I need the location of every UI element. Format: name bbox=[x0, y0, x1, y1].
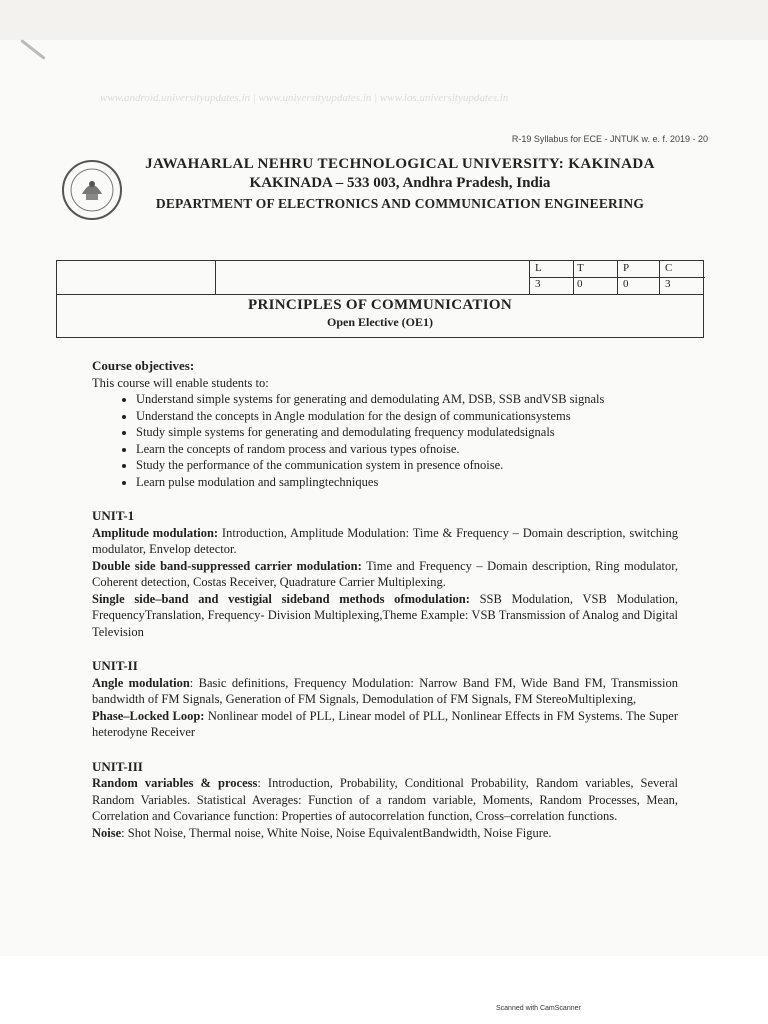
university-name: JAWAHARLAL NEHRU TECHNOLOGICAL UNIVERSITY: KAKINADA bbox=[145, 156, 655, 172]
unit-1-para: Amplitude modulation: Introduction, Amplitude Modulation: Time & Frequency – Domain description, switching modulator, Envelop detector. bbox=[92, 525, 678, 556]
unit-2-title: UNIT-II bbox=[92, 658, 138, 673]
course-subtitle: Open Elective (OE1) bbox=[327, 315, 433, 329]
watermark-text: www.android.universityupdates.in | www.universityupdates.in | www.ios.universityupdates.in bbox=[100, 92, 509, 104]
unit-3-para: Random variables & process: Introduction, Probability, Conditional Probability, Random variables, Several Random Variables. Statistical Averages: Function of a random variable, Moments, Random Processes, Mean, Correlation and Covariance function: Properties of autocorrelation function, Cross–correlation functions. bbox=[92, 776, 679, 823]
course-title: PRINCIPLES OF COMMUNICATION bbox=[248, 297, 512, 313]
bottom-strip bbox=[0, 956, 768, 1024]
ltpc-label-t: T bbox=[577, 262, 584, 274]
ltpc-label-l: L bbox=[535, 262, 542, 274]
unit-1-para: Single side–band and vestigial sideband methods ofmodulation: SSB Modulation, VSB Modulation, FrequencyTranslation, Frequency- Division Multiplexing,Theme Example: VSB Transmission of Analog and Digital Television bbox=[92, 591, 678, 639]
objective-item: • Study simple systems for generating and demodulating frequency modulatedsignals bbox=[136, 424, 678, 441]
course-table bbox=[56, 260, 704, 338]
objectives-title: Course objectives: bbox=[92, 358, 195, 373]
syllabus-content bbox=[92, 358, 678, 841]
objective-item: • Understand the concepts in Angle modulation for the design of communicationsystems bbox=[136, 408, 678, 425]
ltpc-value-p: 0 bbox=[623, 278, 629, 290]
objective-item: • Learn the concepts of random process and various types ofnoise. bbox=[136, 441, 678, 458]
scanner-footer: Scanned with CamScanner bbox=[496, 1005, 581, 1012]
unit-3-title: UNIT-III bbox=[92, 758, 143, 774]
unit-1-para: Double side band-suppressed carrier modulation: Time and Frequency – Domain description, Ring modulator, Coherent detection, Costas Receiver, Quadrature Carrier Multiplexing. bbox=[92, 558, 678, 589]
ltpc-value-l: 3 bbox=[535, 278, 541, 290]
objectives-list bbox=[92, 391, 678, 490]
ltpc-value-c: 3 bbox=[665, 278, 671, 290]
ltpc-value-t: 0 bbox=[577, 278, 583, 290]
unit-2-para: Angle modulation: Basic definitions, Frequency Modulation: Narrow Band FM, Wide Band FM, Transmission bandwidth of FM Signals, Generation of FM Signals, Demodulation of FM Signals, FM StereoMultiplexing, bbox=[92, 675, 678, 706]
unit-3-para: Noise: Shot Noise, Thermal noise, White Noise, Noise EquivalentBandwidth, Noise Figure. bbox=[92, 825, 552, 840]
objective-item: • Learn pulse modulation and samplingtechniques bbox=[136, 474, 678, 491]
unit-1-title: UNIT-1 bbox=[92, 508, 135, 523]
ltpc-label-c: C bbox=[665, 262, 673, 274]
university-header bbox=[120, 156, 680, 212]
university-address: KAKINADA – 533 003, Andhra Pradesh, India bbox=[249, 175, 551, 191]
objectives-intro: This course will enable students to: bbox=[92, 375, 269, 390]
unit-2-para: Phase–Locked Loop: Nonlinear model of PLL, Linear model of PLL, Nonlinear Effects in FM Systems. The Super heterodyne Receiver bbox=[92, 708, 678, 739]
department-name: DEPARTMENT OF ELECTRONICS AND COMMUNICATION ENGINEERING bbox=[155, 196, 645, 211]
objective-item: • Study the performance of the communication system in presence ofnoise. bbox=[136, 457, 678, 474]
ltpc-label-p: P bbox=[623, 262, 630, 274]
syllabus-reference: R-19 Syllabus for ECE - JNTUK w. e. f. 2019 - 20 bbox=[511, 134, 708, 144]
university-logo-icon bbox=[60, 158, 124, 222]
objective-item: • Understand simple systems for generating and demodulating AM, DSB, SSB andVSB signals bbox=[136, 391, 678, 408]
